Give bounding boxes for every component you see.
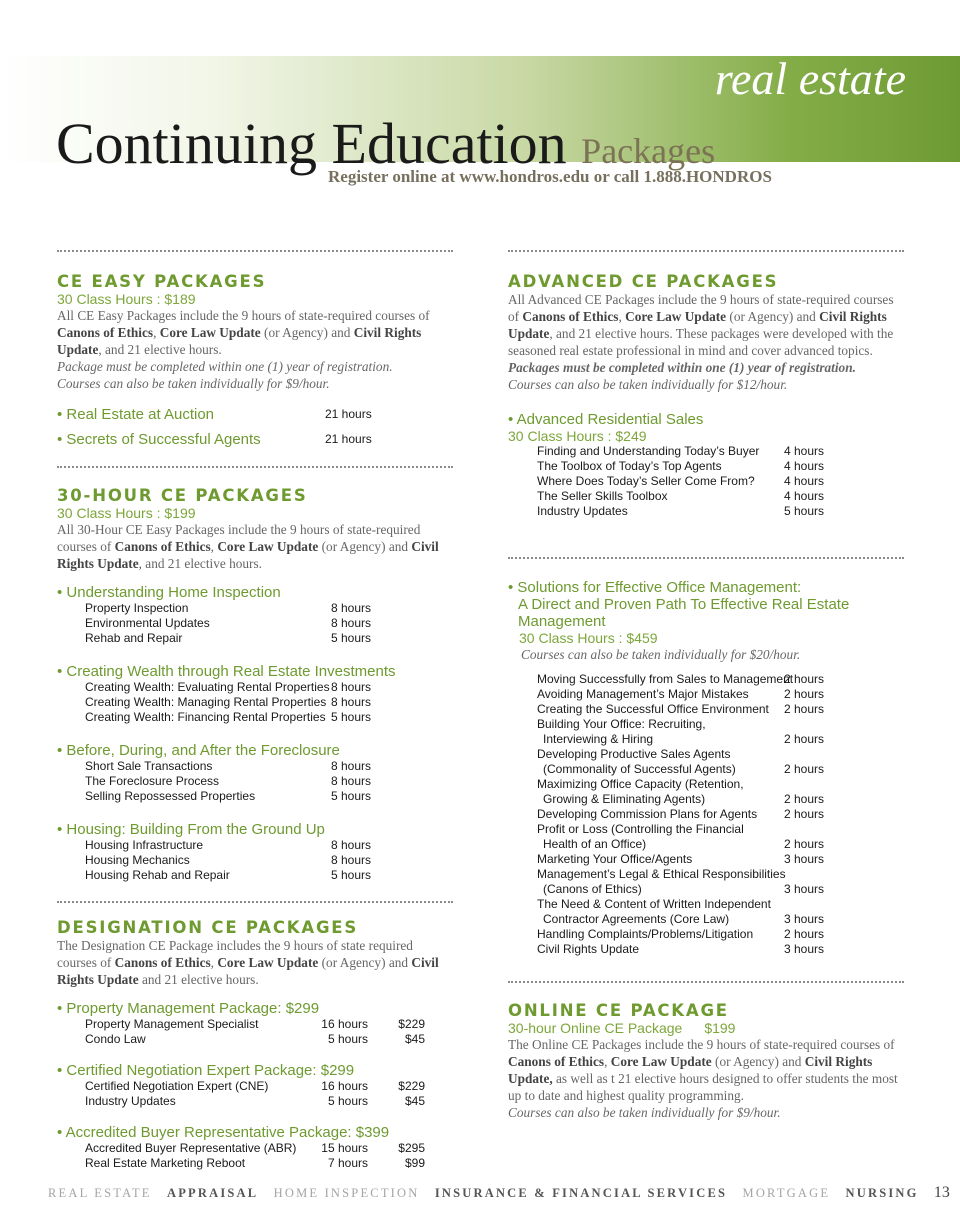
table-row: Health of an Office) 2 hours [543, 837, 825, 851]
package-buyer-representative [57, 1124, 453, 1171]
online-price-label: 30-hour Online CE Package [508, 1020, 683, 1036]
ce-easy-note-2: Courses can also be taken individually for $9/hour. [57, 376, 330, 391]
footer-nav [48, 1184, 960, 1202]
online-note: Courses can also be taken individually for $9/hour. [508, 1105, 781, 1120]
designation-desc: The Designation CE Package includes the 9 hours of state required courses of Canons of Ethics, Core Law Update (or Agency) and Civil Rights Update and 21 elective hours. [57, 938, 439, 987]
section-tag: real estate [714, 53, 906, 104]
ce-easy-heading: CE EASY PACKAGES [57, 272, 267, 291]
thirty-hour-heading: 30-HOUR CE PACKAGES [57, 486, 308, 505]
page-number: 13 [933, 1184, 950, 1201]
table-row: Short Sale Transactions 8 hours [85, 759, 372, 773]
online-heading: ONLINE CE PACKAGE [508, 1001, 729, 1020]
table-row: Contractor Agreements (Core Law) 3 hours [543, 912, 825, 926]
solutions-table [508, 672, 904, 957]
package-understanding-home-inspection [57, 584, 453, 646]
ce-easy-desc: All CE Easy Packages include the 9 hours of state-required courses of Canons of Ethics, Core Law Update (or Agency) and Civil Rights Update, and 21 elective hours. [57, 308, 430, 357]
table-row: The Need & Content of Written Independent [537, 897, 771, 911]
table-row: The Toolbox of Today’s Top Agents 4 hours [537, 459, 825, 473]
left-column [57, 250, 453, 1171]
advanced-package-price: 30 Class Hours : $249 [508, 428, 647, 444]
advanced-package-title: • Advanced Residential Sales [508, 411, 704, 428]
solutions-note: Courses can also be taken individually for $20/hour. [521, 647, 801, 662]
advanced-note-1: Packages must be completed within one (1) year of registration. [508, 360, 856, 375]
table-row: Profit or Loss (Controlling the Financial [537, 822, 744, 836]
package-title: • Understanding Home Inspection [57, 584, 281, 601]
table-row: The Foreclosure Process 8 hours [85, 774, 372, 788]
table-row: Certified Negotiation Expert (CNE) 16 hours $229 [85, 1079, 425, 1093]
table-row: Growing & Eliminating Agents) 2 hours [543, 792, 825, 806]
footer-item-nursing: NURSING [845, 1186, 919, 1200]
title-sub: Packages [581, 131, 716, 171]
online-price-line [508, 1020, 904, 1036]
table-row: Accredited Buyer Representative (ABR) 15 hours $295 [85, 1141, 425, 1155]
solutions-price: 30 Class Hours : $459 [519, 630, 658, 646]
solutions-title-1: • Solutions for Effective Office Management: [508, 579, 802, 596]
online-desc: The Online CE Packages include the 9 hours of state-required courses of Canons of Ethics, Core Law Update (or Agency) and Civil Rights Update, as well as t 21 elective hours designed to offer students the most up to date and highest quality programming. [508, 1037, 898, 1103]
table-row: Rehab and Repair 5 hours [85, 631, 372, 645]
table-row: Management’s Legal & Ethical Responsibilities [537, 867, 786, 881]
table-row: Where Does Today’s Seller Come From? 4 hours [537, 474, 825, 488]
table-row: Avoiding Management’s Major Mistakes 2 hours [537, 687, 825, 701]
table-row: Creating the Successful Office Environment 2 hours [537, 702, 825, 716]
footer-item-insurance: INSURANCE & FINANCIAL SERVICES [434, 1186, 728, 1200]
table-row: Creating Wealth: Managing Rental Properties 8 hours [85, 695, 372, 709]
designation-heading: DESIGNATION CE PACKAGES [57, 918, 359, 937]
advanced-note-2: Courses can also be taken individually for $12/hour. [508, 377, 788, 392]
list-item: • Secrets of Successful Agents 21 hours [57, 431, 372, 448]
package-negotiation-expert [57, 1062, 453, 1109]
table-row: Condo Law 5 hours $45 [85, 1032, 425, 1046]
package-foreclosure [57, 742, 453, 804]
table-row: Property Inspection 8 hours [85, 601, 372, 615]
advanced-desc: All Advanced CE Packages include the 9 hours of state-required courses of Canons of Ethics, Core Law Update (or Agency) and Civil Rights Update, and 21 elective hours. These packages were developed with the seasoned real estate professional in mind and cover advanced topics. [508, 292, 894, 358]
table-row: Housing Mechanics 8 hours [85, 853, 372, 867]
package-title: • Property Management Package: $299 [57, 1000, 320, 1017]
package-title: • Creating Wealth through Real Estate Investments [57, 663, 396, 680]
advanced-heading: ADVANCED CE PACKAGES [508, 272, 779, 291]
table-row: Finding and Understanding Today’s Buyer 4 hours [537, 444, 825, 458]
table-row: Environmental Updates 8 hours [85, 616, 372, 630]
list-item: • Real Estate at Auction 21 hours [57, 406, 372, 423]
table-row: Handling Complaints/Problems/Litigation 2 hours [537, 927, 825, 941]
package-housing [57, 821, 453, 883]
table-row: Developing Commission Plans for Agents 2 hours [537, 807, 825, 821]
package-title: • Before, During, and After the Foreclosure [57, 742, 340, 759]
online-price: $199 [704, 1020, 736, 1036]
footer-item-real-estate: REAL ESTATE [48, 1186, 152, 1200]
table-row: The Seller Skills Toolbox 4 hours [537, 489, 825, 503]
table-row: Industry Updates 5 hours [537, 504, 825, 518]
thirty-hour-desc: All 30-Hour CE Easy Packages include the 9 hours of state-required courses of Canons of Ethics, Core Law Update (or Agency) and Civil Rights Update, and 21 elective hours. [57, 522, 439, 571]
table-row: Civil Rights Update 3 hours [537, 942, 825, 956]
table-row: Housing Infrastructure 8 hours [85, 838, 372, 852]
table-row: Property Management Specialist 16 hours $229 [85, 1017, 425, 1031]
table-row: Selling Repossessed Properties 5 hours [85, 789, 372, 803]
table-row: Real Estate Marketing Reboot 7 hours $99 [85, 1156, 425, 1170]
table-row: Interviewing & Hiring 2 hours [543, 732, 825, 746]
package-title: • Certified Negotiation Expert Package: $299 [57, 1062, 355, 1079]
ce-easy-price: 30 Class Hours : $189 [57, 291, 196, 307]
table-row: Creating Wealth: Evaluating Rental Properties 8 hours [85, 680, 372, 694]
table-row: Industry Updates 5 hours $45 [85, 1094, 425, 1108]
ce-easy-note-1: Package must be completed within one (1) year of registration. [57, 359, 393, 374]
table-row: Maximizing Office Capacity (Retention, [537, 777, 744, 791]
table-row: Building Your Office: Recruiting, [537, 717, 706, 731]
table-row: Developing Productive Sales Agents [537, 747, 731, 761]
table-row: (Canons of Ethics) 3 hours [543, 882, 825, 896]
register-info: Register online at www.hondros.edu or call 1.888.HONDROS [328, 167, 772, 186]
table-row: Creating Wealth: Financing Rental Properties 5 hours [85, 710, 372, 724]
table-row: Moving Successfully from Sales to Management 2 hours [537, 672, 825, 686]
table-row: (Commonality of Successful Agents) 2 hours [543, 762, 825, 776]
footer-item-mortgage: MORTGAGE [742, 1186, 831, 1200]
package-title: • Housing: Building From the Ground Up [57, 821, 325, 838]
table-row: Marketing Your Office/Agents 3 hours [537, 852, 825, 866]
title-main: Continuing Education [56, 111, 567, 176]
package-creating-wealth [57, 663, 453, 725]
package-title: • Accredited Buyer Representative Package: $399 [57, 1124, 390, 1141]
footer-item-appraisal: APPRAISAL [166, 1186, 259, 1200]
table-row: Housing Rehab and Repair 5 hours [85, 868, 372, 882]
right-column [508, 250, 904, 1121]
footer-item-home-inspection: HOME INSPECTION [273, 1186, 420, 1200]
solutions-title-2: A Direct and Proven Path To Effective Real Estate Management [518, 596, 850, 630]
package-property-management [57, 1000, 453, 1047]
thirty-hour-price: 30 Class Hours : $199 [57, 505, 196, 521]
